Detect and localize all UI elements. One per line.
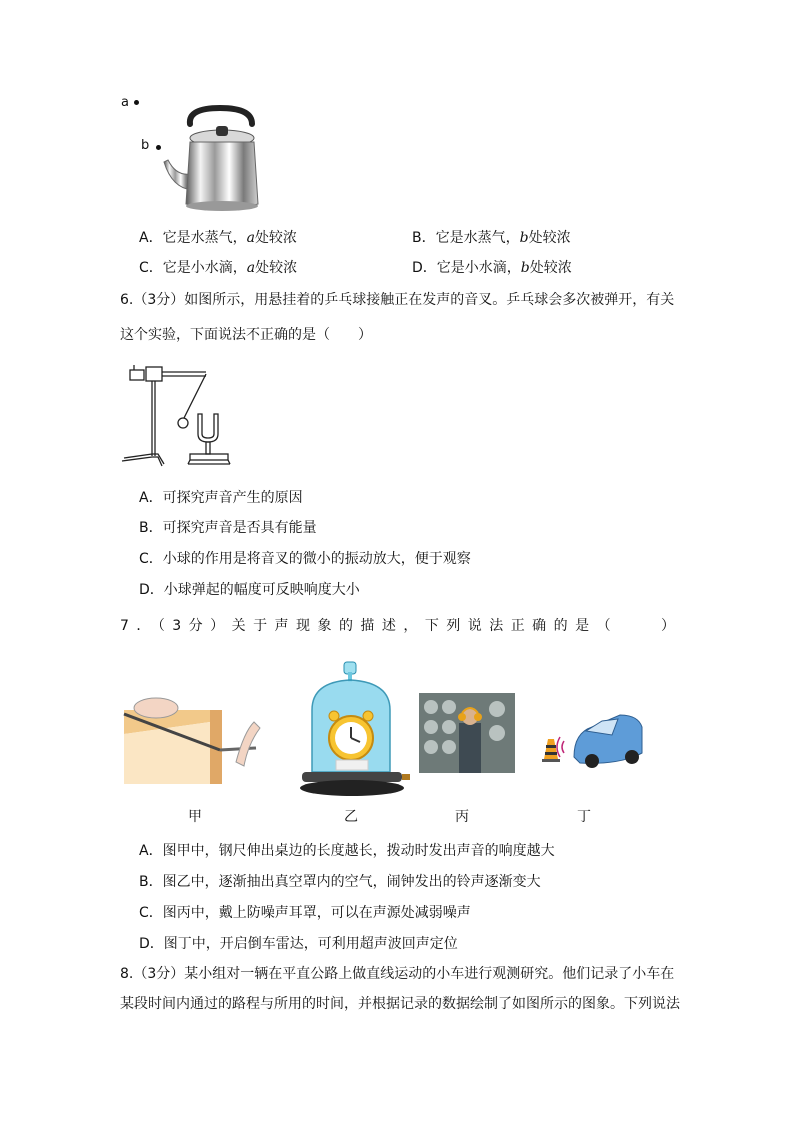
figure-yi-bell-jar — [298, 660, 410, 800]
caption-bing: 丙 — [455, 809, 469, 825]
figure-ding-car — [540, 713, 644, 773]
figure-jia-ruler — [124, 692, 262, 784]
q5-option-d: D．它是小水滴，b处较浓 — [412, 260, 572, 276]
figure-bing-worker — [419, 693, 515, 773]
q6-option-c: C．小球的作用是将音叉的微小的振动放大，便于观察 — [139, 551, 471, 567]
point-a-dot — [134, 100, 139, 105]
q6-stem-line1: 6.（3分）如图所示，用悬挂着的乒乓球接触正在发声的音叉。乒乓球会多次被弹开，有关 — [120, 292, 675, 308]
q8-stem-line1: 8.（3分）某小组对一辆在平直公路上做直线运动的小车进行观测研究。他们记录了小车在 — [120, 966, 675, 982]
q5-option-c: C．它是小水滴，a处较浓 — [139, 260, 298, 276]
q7-stem: 7．（3分）关于声现象的描述，下列说法正确的是（ ） — [120, 618, 675, 634]
q5-option-a: A．它是水蒸气，a处较浓 — [139, 230, 297, 246]
q7-option-d: D．图丁中，开启倒车雷达，可利用超声波回声定位 — [139, 936, 458, 952]
q6-option-a: A．可探究声音产生的原因 — [139, 490, 303, 506]
kettle-figure — [150, 102, 265, 220]
point-a-label: a — [121, 95, 129, 110]
q6-stem-line2: 这个实验，下面说法不正确的是（ ） — [120, 327, 372, 343]
caption-yi: 乙 — [344, 809, 358, 825]
caption-jia: 甲 — [188, 809, 202, 825]
q6-option-d: D．小球弹起的幅度可反映响度大小 — [139, 582, 360, 598]
q7-option-b: B．图乙中，逐渐抽出真空罩内的空气，闹钟发出的铃声逐渐变大 — [139, 874, 541, 890]
q8-stem-line2: 某段时间内通过的路程与所用的时间，并根据记录的数据绘制了如图所示的图象。下列说法 — [120, 996, 680, 1012]
tuning-fork-figure — [118, 362, 240, 474]
caption-ding: 丁 — [577, 809, 591, 825]
point-b-label: b — [141, 138, 150, 153]
q5-option-b: B．它是水蒸气，b处较浓 — [412, 230, 571, 246]
q7-option-c: C．图丙中，戴上防噪声耳罩，可以在声源处减弱噪声 — [139, 905, 471, 921]
q7-option-a: A．图甲中，钢尺伸出桌边的长度越长，拨动时发出声音的响度越大 — [139, 843, 555, 859]
q6-option-b: B．可探究声音是否具有能量 — [139, 520, 317, 536]
